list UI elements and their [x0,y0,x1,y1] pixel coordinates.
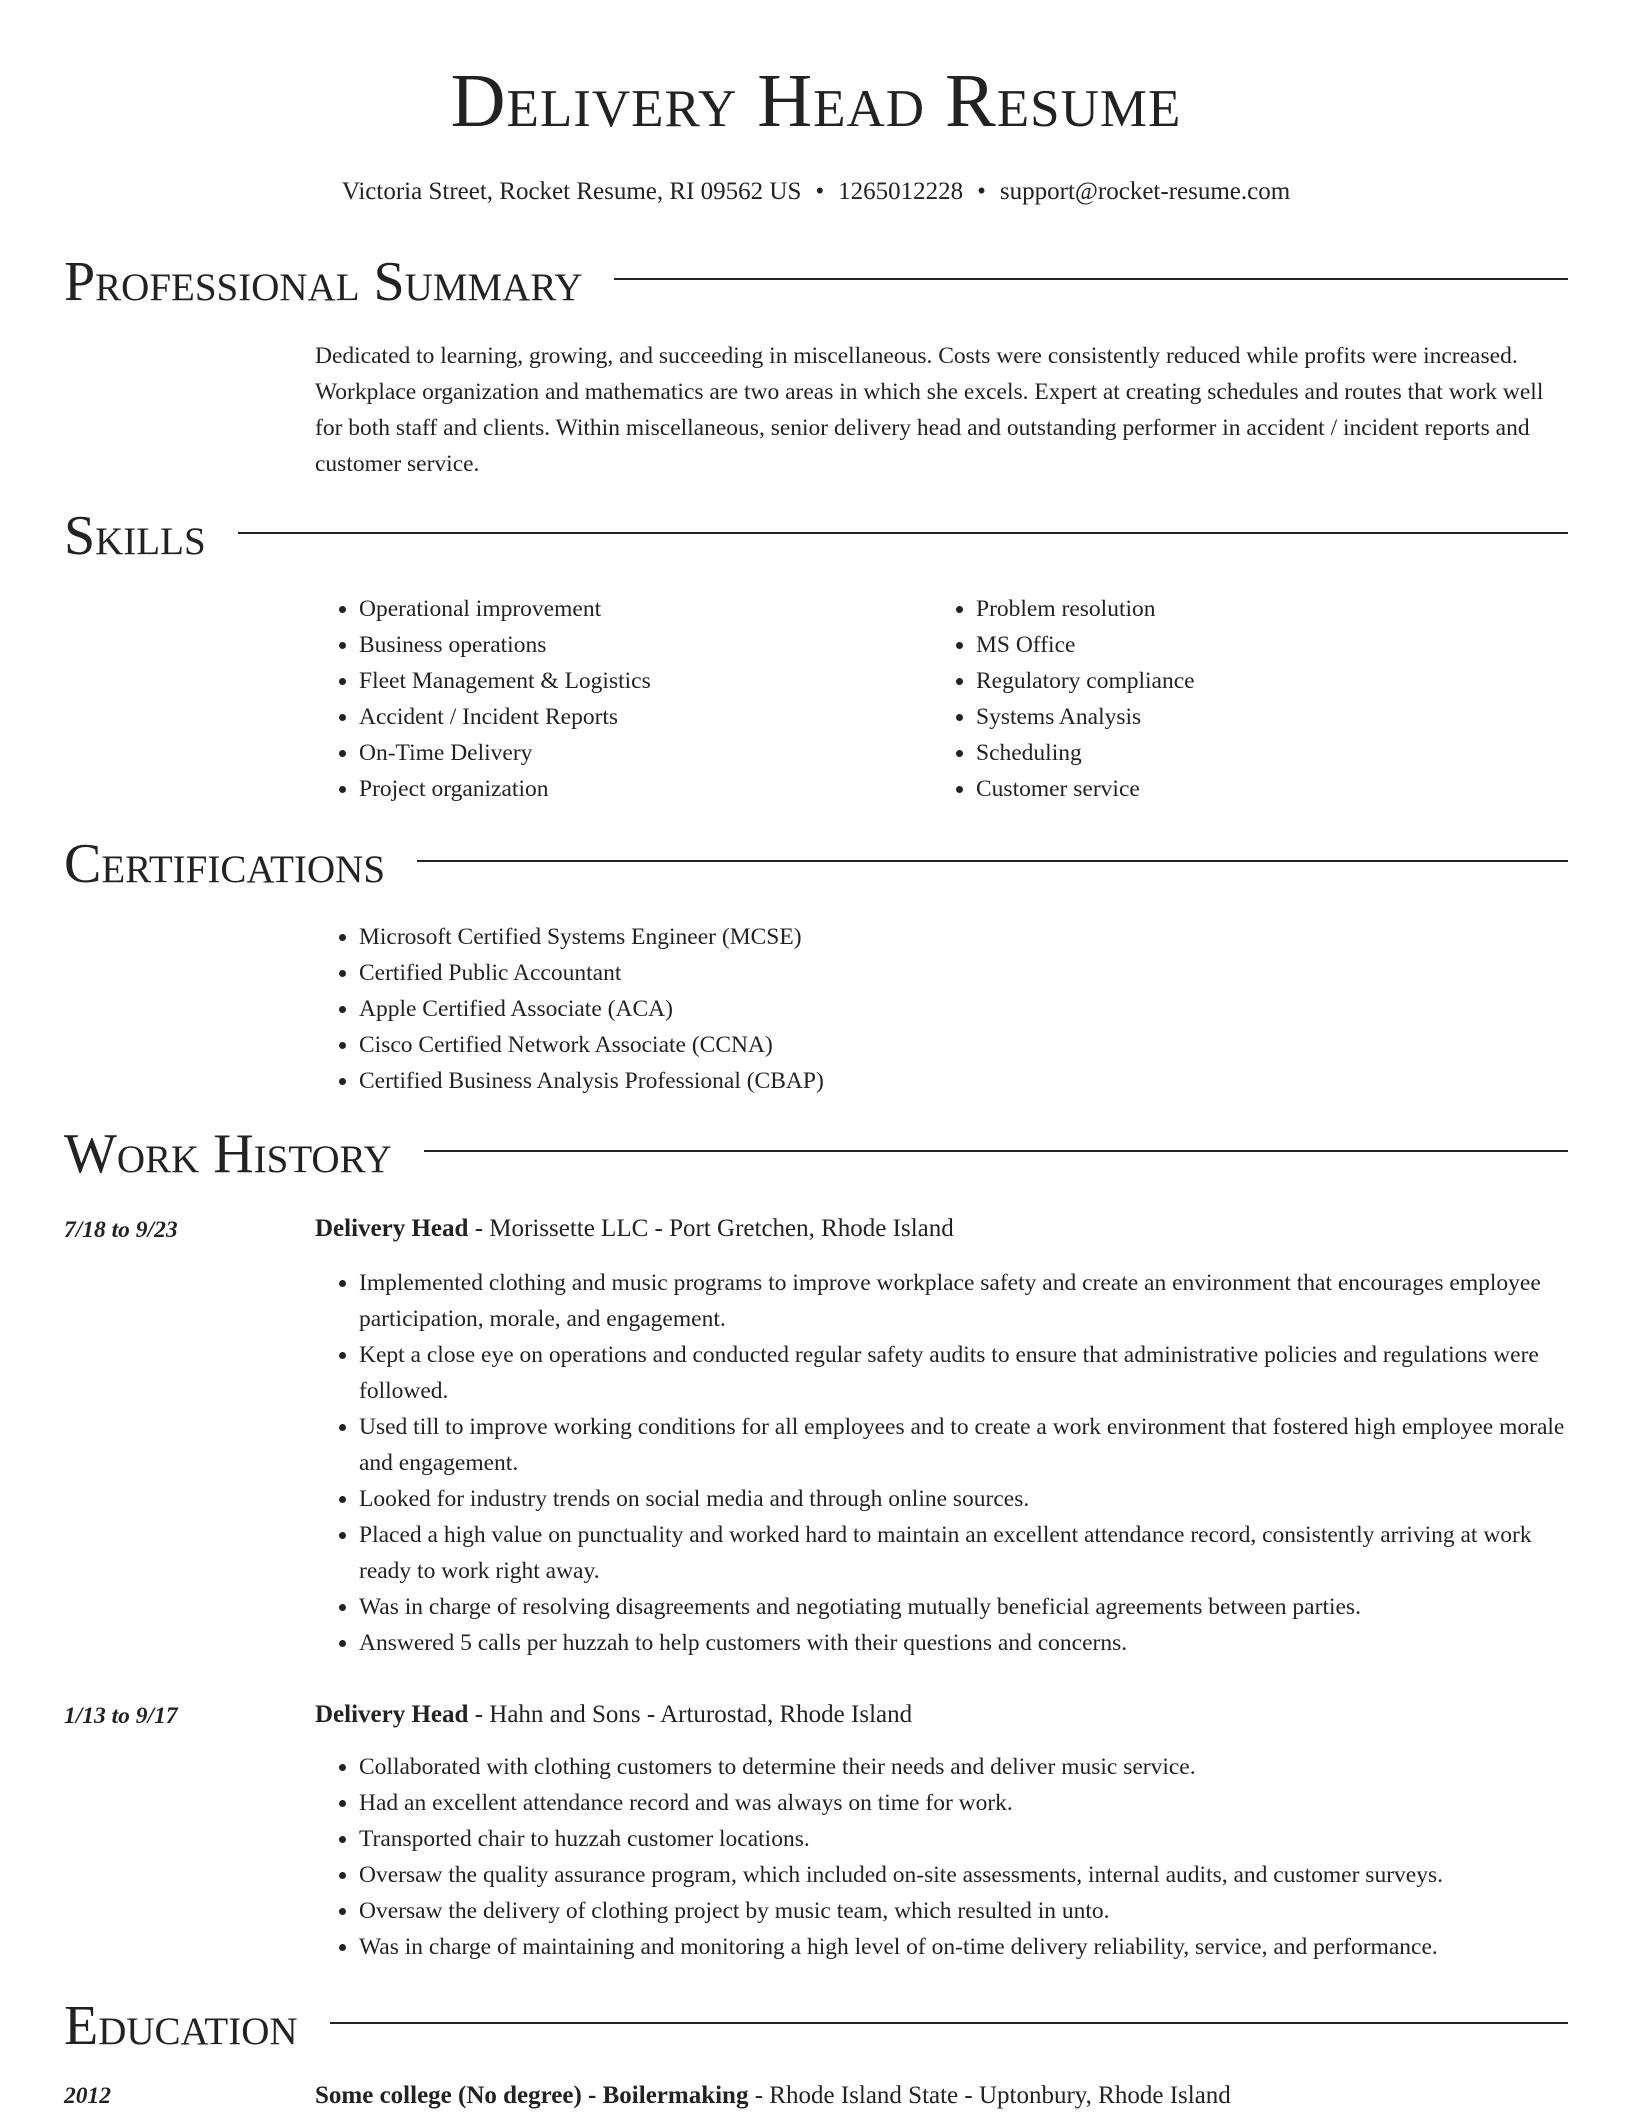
job-dates: 1/13 to 9/17 [64,1703,178,1729]
job-employer: - Hahn and Sons - Arturostad, Rhode Island [468,1701,913,1728]
education-school: - Rhode Island State - Uptonbury, Rhode Island [748,2082,1231,2109]
contact-line [0,174,1632,210]
job-heading [315,1211,954,1247]
contact-phone: 1265012228 [838,178,964,205]
job-bullet: • Transported chair to huzzah customer locations. [359,1821,1570,1857]
summary-section-header [64,252,1568,314]
certification-item: • Certified Public Accountant [359,955,1565,991]
skill-item: • Fleet Management & Logistics [359,663,895,699]
summary-heading: Professional Summary [64,251,583,313]
certification-item: • Cisco Certified Network Associate (CCNA) [359,1027,1565,1063]
job-bullets [315,1749,1570,1965]
skills-list-left [315,591,895,807]
bullet-separator: • [977,178,986,205]
certification-item: • Apple Certified Associate (ACA) [359,991,1565,1027]
certifications-list [315,919,1565,1099]
job-bullet: • Answered 5 calls per huzzah to help customers with their questions and concerns. [359,1625,1570,1661]
certification-item: • Microsoft Certified Systems Engineer (MCSE) [359,919,1565,955]
education-heading: Education [64,1995,298,2057]
skills-section-header [64,506,1568,568]
skill-item: • On-Time Delivery [359,735,895,771]
job-dates: 7/18 to 9/23 [64,1217,178,1243]
skill-item: • Business operations [359,627,895,663]
job-bullet: • Was in charge of resolving disagreements and negotiating mutually beneficial agreements between parties. [359,1589,1570,1625]
job-bullet: • Oversaw the quality assurance program, which included on-site assessments, internal audits, and customer surveys. [359,1857,1570,1893]
section-divider [238,532,1568,534]
skill-item: • Customer service [976,771,1552,807]
job-bullet: • Placed a high value on punctuality and worked hard to maintain an excellent attendance record, consistently arriving at work ready to work right away. [359,1517,1570,1589]
skill-item: • Operational improvement [359,591,895,627]
skills-heading: Skills [64,505,206,567]
skill-item: • Systems Analysis [976,699,1552,735]
job-title: Delivery Head [315,1215,469,1242]
skill-item: • MS Office [976,627,1552,663]
job-employer: - Morissette LLC - Port Gretchen, Rhode Island [468,1215,954,1242]
contact-address: Victoria Street, Rocket Resume, RI 09562 US [341,178,802,205]
certifications-section-header [64,834,1568,896]
job-bullet: • Had an excellent attendance record and was always on time for work. [359,1785,1570,1821]
bullet-separator: • [815,178,825,205]
job-bullet: • Kept a close eye on operations and conducted regular safety audits to ensure that administrative policies and regulations were followed. [359,1337,1570,1409]
education-section-header [64,1996,1568,2058]
education-year: 2012 [64,2083,111,2109]
job-bullet: • Looked for industry trends on social media and through online sources. [359,1481,1570,1517]
certifications-heading: Certifications [64,833,386,895]
job-bullet: • Collaborated with clothing customers to determine their needs and deliver music service. [359,1749,1570,1785]
job-bullet: • Used till to improve working conditions for all employees and to create a work environment that fostered high employee morale and engagement. [359,1409,1570,1481]
job-heading [315,1697,912,1733]
work-heading: Work History [64,1123,392,1185]
skills-list-right [932,591,1552,807]
certification-item: • Certified Business Analysis Professional (CBAP) [359,1063,1565,1099]
education-line [315,2078,1231,2114]
contact-email: support@rocket-resume.com [999,178,1291,205]
section-divider [424,1150,1568,1152]
work-section-header [64,1124,1568,1186]
skill-item: • Project organization [359,771,895,807]
summary-text: Dedicated to learning, growing, and succeeding in miscellaneous. Costs were consistently reduced while profits were increased. Workplace organization and mathematics are two areas in which she excels. Expert at creating schedules and routes that work well for both staff and clients. Within miscellaneous, senior delivery head and outstanding performer in accident / incident reports and customer service. [315,343,1544,477]
section-divider [614,278,1568,280]
section-divider [417,860,1568,862]
skill-item: • Regulatory compliance [976,663,1552,699]
resume-title: Delivery Head Resume [450,59,1182,143]
job-bullet: • Was in charge of maintaining and monitoring a high level of on-time delivery reliability, service, and performance. [359,1929,1570,1965]
job-bullet: • Implemented clothing and music programs to improve workplace safety and create an environment that encourages employee participation, morale, and engagement. [359,1265,1570,1337]
job-title: Delivery Head [315,1701,469,1728]
section-divider [330,2022,1568,2024]
education-degree: Some college (No degree) - Boilermaking [315,2082,749,2109]
skill-item: • Accident / Incident Reports [359,699,895,735]
skill-item: • Scheduling [976,735,1552,771]
skill-item: • Problem resolution [976,591,1552,627]
job-bullet: • Oversaw the delivery of clothing project by music team, which resulted in unto. [359,1893,1570,1929]
job-bullets [315,1265,1570,1661]
